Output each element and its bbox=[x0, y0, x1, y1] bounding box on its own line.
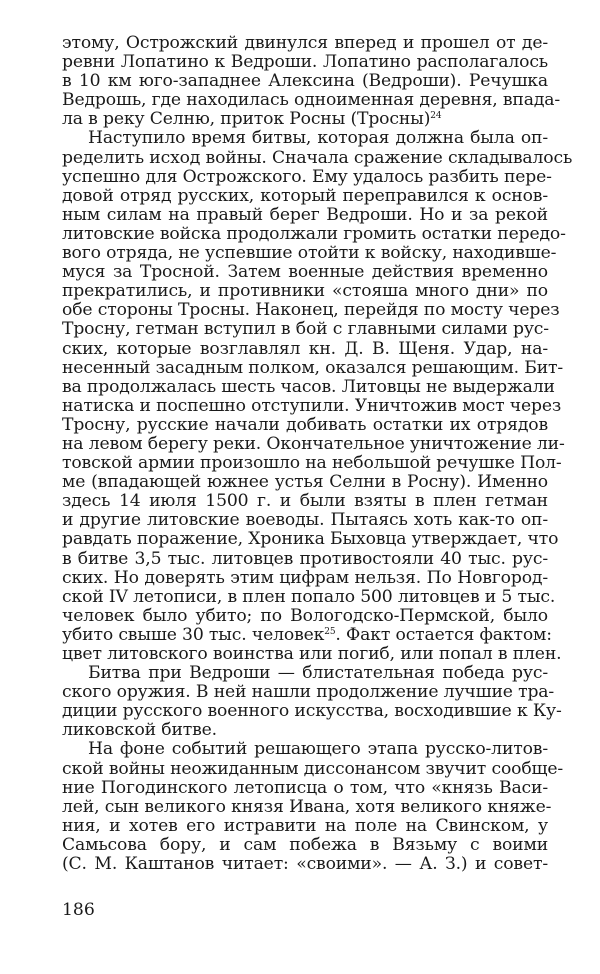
text-line: Наступило время битвы, которая должна была оп- bbox=[88, 128, 548, 149]
text-line: литовские войска продолжали громить остатки передо- bbox=[62, 223, 566, 244]
page-number: 186 bbox=[62, 900, 95, 920]
text-line: ределить исход войны. Сначала сражение складывалось bbox=[62, 147, 573, 168]
text-line: здесь 14 июля 1500 г. и были взяты в плен гетман bbox=[62, 491, 548, 512]
footnote-marker: 25 bbox=[324, 626, 336, 637]
text-line: и другие литовские воеводы. Пытаясь хоть как-то оп- bbox=[62, 510, 548, 531]
line-text: убито свыше 30 тыс. человек bbox=[62, 624, 325, 645]
text-line: несенный засадным полком, оказался решающим. Бит- bbox=[62, 357, 564, 378]
line-text: ла в реку Селню, приток Росны (Тросны) bbox=[62, 109, 431, 130]
text-line: ских, которые возглавлял кн. Д. В. Щеня. Удар, на- bbox=[62, 338, 548, 359]
text-line: вого отряда, не успевшие отойти к войску, находивше- bbox=[62, 243, 557, 264]
paragraph-1 bbox=[62, 33, 561, 130]
paragraph-4 bbox=[62, 739, 564, 875]
paragraph-2 bbox=[62, 128, 573, 664]
text-line: человек было убито; по Вологодско-Пермской, было bbox=[62, 605, 548, 626]
text-line: ской IV летописи, в плен попало 500 литовцев и 5 тыс. bbox=[62, 586, 556, 607]
text-line: Тросну, русские начали добивать остатки их отрядов bbox=[62, 414, 548, 435]
text-line: лей, сын великого князя Ивана, хотя великого княже- bbox=[62, 796, 552, 817]
text-line: на левом берегу реки. Окончательное уничтожение ли- bbox=[62, 433, 565, 454]
footnote-marker: 24 bbox=[430, 111, 442, 122]
line-text-continued: . Факт остается фактом: bbox=[335, 624, 552, 645]
text-line: натиска и поспешно отступили. Уничтожив мост через bbox=[62, 395, 562, 416]
text-line bbox=[62, 624, 552, 645]
text-line: обе стороны Тросны. Наконец, перейдя по мосту через bbox=[62, 300, 560, 321]
text-line: ние Погодинского летописца о том, что «князь Васи- bbox=[62, 777, 548, 798]
page-body bbox=[62, 33, 573, 875]
text-line: ревни Лопатино к Ведроши. Лопатино располагалось bbox=[62, 52, 548, 73]
text-line: (С. М. Каштанов читает: «своими». — А. З.) и совет- bbox=[62, 854, 548, 875]
text-line: довой отряд русских, который переправился к основ- bbox=[62, 185, 548, 206]
text-line: Битва при Ведроши — блистательная победа рус- bbox=[88, 663, 548, 684]
text-line: ным силам на правый берег Ведроши. Но и за рекой bbox=[62, 204, 548, 225]
text-line: ме (впадающей южнее устья Селни в Росну). Именно bbox=[62, 472, 548, 493]
text-line: в 10 км юго-западнее Алексина (Ведроши). Речушка bbox=[62, 71, 548, 92]
text-line: ва продолжалась шесть часов. Литовцы не выдержали bbox=[62, 376, 555, 397]
text-line: Самьсова бору, и сам побежа в Вязьму с воими bbox=[62, 834, 548, 855]
text-line: в битве 3,5 тыс. литовцев противостояли 40 тыс. рус- bbox=[62, 548, 548, 569]
text-line: прекратились, и противники «стояша много дни» по bbox=[62, 281, 548, 302]
text-line: Ведрошь, где находилась одноименная деревня, впада- bbox=[62, 90, 561, 111]
text-line bbox=[62, 110, 548, 129]
text-line: товской армии произошло на небольшой речушке Пол- bbox=[62, 453, 562, 474]
text-line: ского оружия. В ней нашли продолжение лучшие тра- bbox=[62, 682, 555, 703]
text-line: цвет литовского воинства или погиб, или попал в плен. bbox=[62, 644, 562, 664]
text-line: ской войны неожиданным диссонансом звучит сообще- bbox=[62, 758, 564, 779]
text-line: ликовской битве. bbox=[62, 720, 217, 741]
text-line: Тросну, гетман вступил в бой с главными силами рус- bbox=[62, 319, 549, 340]
paragraph-3 bbox=[62, 663, 562, 741]
text-line: муся за Тросной. Затем военные действия временно bbox=[62, 262, 548, 283]
text-line: ских. Но доверять этим цифрам нельзя. По Новгород- bbox=[62, 567, 548, 588]
text-line: успешно для Острожского. Ему удалось разбить пере- bbox=[62, 166, 552, 187]
text-line: диции русского военного искусства, восходившие к Ку- bbox=[62, 701, 562, 722]
text-line: На фоне событий решающего этапа русско-литов- bbox=[88, 739, 548, 760]
text-line: этому, Острожский двинулся вперед и прошел от де- bbox=[62, 33, 548, 53]
text-line: равдать поражение, Хроника Быховца утверждает, что bbox=[62, 529, 559, 550]
text-line: ния, и хотев его истравити на поле на Свинском, у bbox=[62, 815, 548, 836]
